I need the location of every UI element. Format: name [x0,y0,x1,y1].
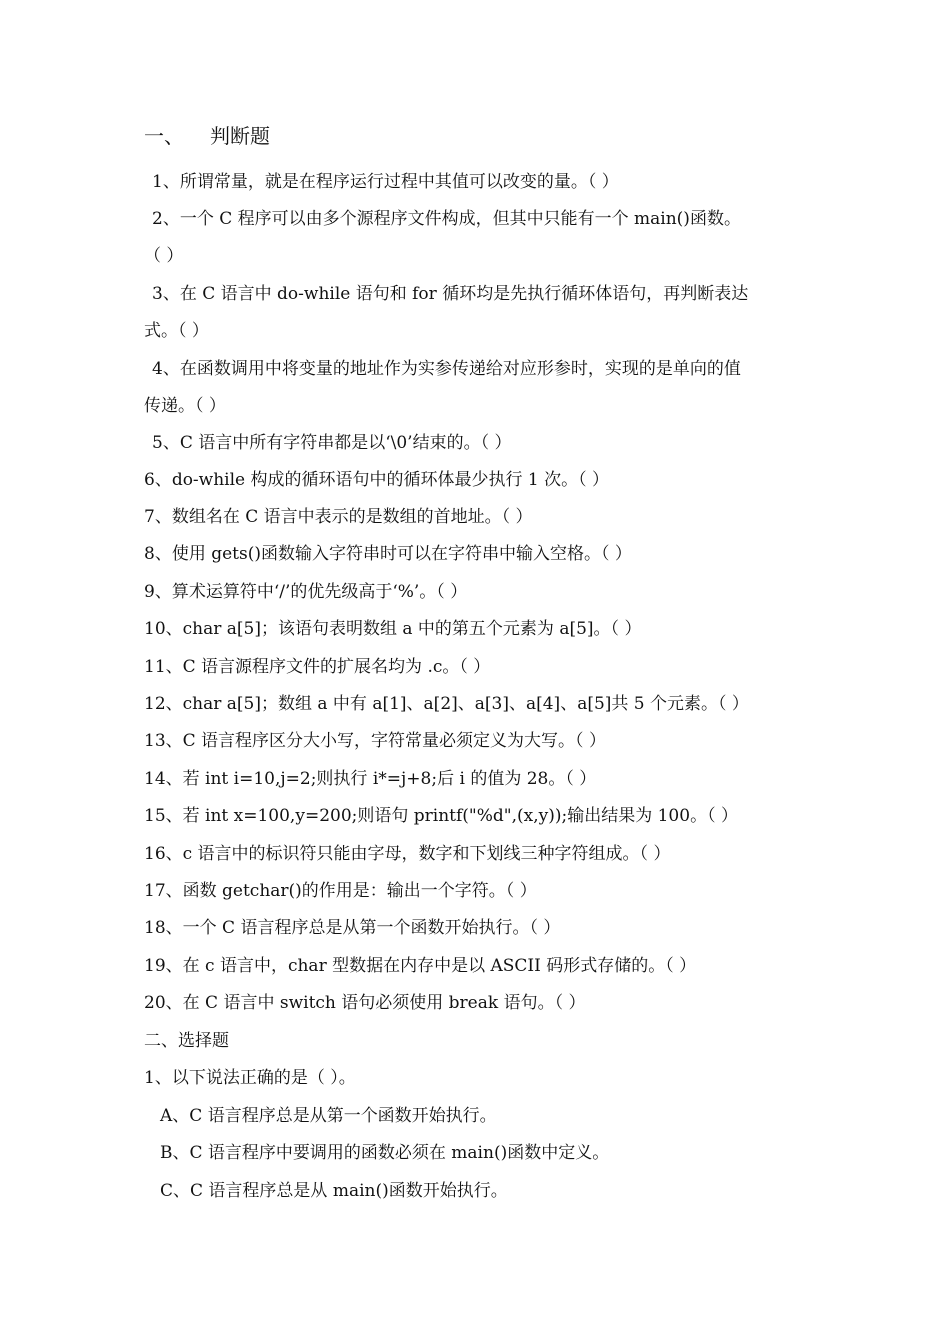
section-heading-choice: 二、选择题 [144,1031,229,1051]
judgment-item-11: 11、C 语言源程序文件的扩展名均为 .c。（ ） [144,657,491,677]
judgment-item-7: 7、数组名在 C 语言中表示的是数组的首地址。（ ） [144,507,533,527]
judgment-item-8: 8、使用 gets()函数输入字符串时可以在字符串中输入空格。（ ） [144,544,632,564]
judgment-item-3: 3、在 C 语言中 do-while 语句和 for 循环均是先执行循环体语句，再判断表达 [152,284,749,304]
judgment-item-2-cont: （ ） [144,246,184,266]
judgment-item-16: 16、c 语言中的标识符只能由字母，数字和下划线三种字符组成。（ ） [144,844,671,864]
choice-question-1: 1、以下说法正确的是（ ）。 [144,1068,356,1088]
judgment-item-18: 18、一个 C 语言程序总是从第一个函数开始执行。（ ） [144,918,561,938]
judgment-item-13: 13、C 语言程序区分大小写，字符常量必须定义为大写。（ ） [144,731,606,751]
judgment-item-9: 9、算术运算符中‘/’的优先级高于‘%’。（ ） [144,582,468,602]
judgment-item-20: 20、在 C 语言中 switch 语句必须使用 break 语句。（ ） [144,993,586,1013]
judgment-item-6: 6、do-while 构成的循环语句中的循环体最少执行 1 次。（ ） [144,470,610,490]
judgment-item-12: 12、char a[5]；数组 a 中有 a[1]、a[2]、a[3]、a[4]、a[5]共 5 个元素。（ ） [144,694,749,714]
judgment-item-1: 1、所谓常量，就是在程序运行过程中其值可以改变的量。（ ） [152,172,619,192]
judgment-item-2: 2、一个 C 程序可以由多个源程序文件构成，但其中只能有一个 main()函数。 [152,209,741,229]
judgment-item-15: 15、若 int x=100,y=200;则语句 printf("%d",(x,y));输出结果为 100。（ ） [144,806,738,826]
section-number: 一、 [144,124,184,148]
choice-option-c: C、C 语言程序总是从 main()函数开始执行。 [160,1181,508,1201]
choice-option-a: A、C 语言程序总是从第一个函数开始执行。 [160,1106,497,1126]
judgment-item-4: 4、在函数调用中将变量的地址作为实参传递给对应形参时，实现的是单向的值 [152,359,741,379]
section-heading-judgment [144,122,824,150]
choice-option-b: B、C 语言程序中要调用的函数必须在 main()函数中定义。 [160,1143,610,1163]
judgment-item-10: 10、char a[5]；该语句表明数组 a 中的第五个元素为 a[5]。（ ） [144,619,642,639]
judgment-item-14: 14、若 int i=10,j=2;则执行 i*=j+8;后 i 的值为 28。（ ） [144,769,597,789]
section-title: 判断题 [210,124,270,148]
judgment-item-19: 19、在 c 语言中，char 型数据在内存中是以 ASCII 码形式存储的。（ ） [144,956,697,976]
judgment-item-4-cont: 传递。（ ） [144,396,226,416]
judgment-item-3-cont: 式。（ ） [144,321,209,341]
judgment-item-5: 5、C 语言中所有字符串都是以‘\0’结束的。（ ） [152,433,512,453]
judgment-item-17: 17、函数 getchar()的作用是：输出一个字符。（ ） [144,881,537,901]
